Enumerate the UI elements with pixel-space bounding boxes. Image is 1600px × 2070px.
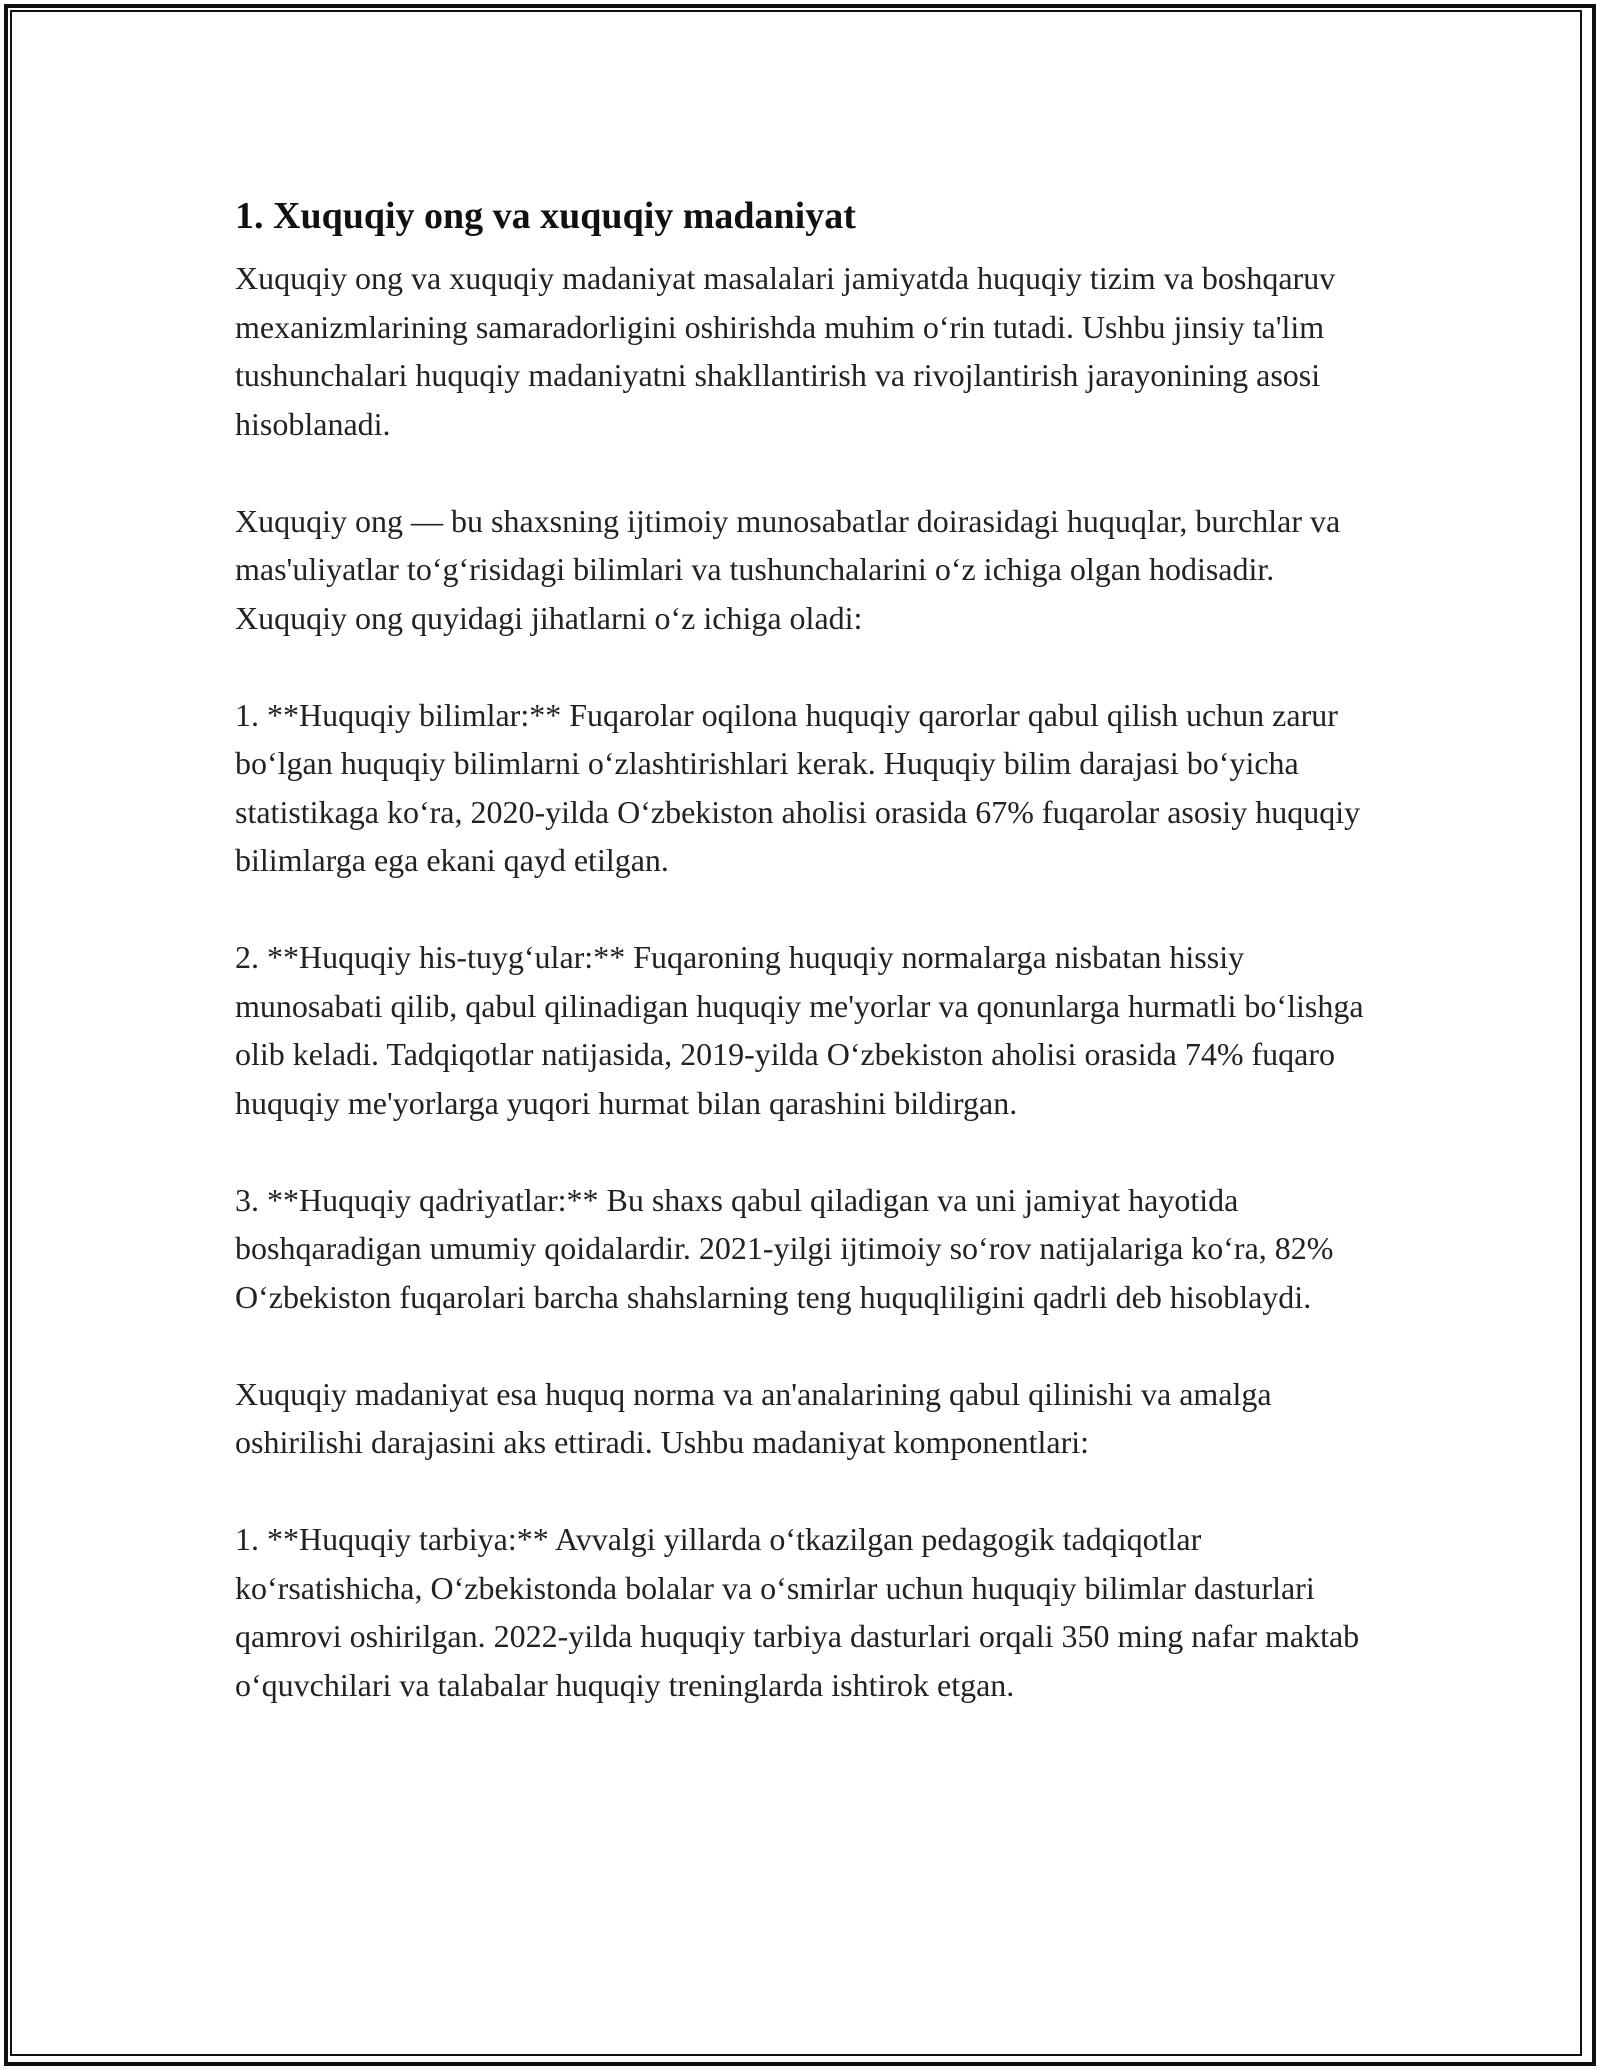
section-heading: 1. Xuquqiy ong va xuquqiy madaniyat xyxy=(235,195,856,237)
list-item-legal-feelings: 2. **Huquqiy his-tuygʻular:** Fuqaroning huquqiy normalarga nisbatan hissiy munosabati qilib, qabul qilinadigan huquqiy me'yorlar va qonunlarga hurmatli boʻlishga olib keladi. Tadqiqotlar natijasida, 2019-yilda Oʻzbekiston aholisi orasida 74% fuqaro huquqiy me'yorlarga yuqori hurmat bilan qarashini bildirgan. xyxy=(235,939,1364,1121)
paragraph-intro: Xuquqiy ong va xuquqiy madaniyat masalalari jamiyatda huquqiy tizim va boshqaruv mexanizmlarining samaradorligini oshirishda muhim oʻrin tutadi. Ushbu jinsiy ta'lim tushunchalari huquqiy madaniyatni shakllantirish va rivojlantirish jarayonining asosi hisoblanadi. xyxy=(235,260,1336,442)
list-item-legal-education: 1. **Huquqiy tarbiya:** Avvalgi yillarda oʻtkazilgan pedagogik tadqiqotlar koʻrsatishicha, Oʻzbekistonda bolalar va oʻsmirlar uchun huquqiy bilimlar dasturlari qamrovi oshirilgan. 2022-yilda huquqiy tarbiya dasturlari orqali 350 ming nafar maktab oʻquvchilari va talabalar huquqiy treninglarda ishtirok etgan. xyxy=(235,1521,1360,1703)
paragraph-legal-culture: Xuquqiy madaniyat esa huquq norma va an'analarining qabul qilinishi va amalga oshirilishi darajasini aks ettiradi. Ushbu madaniyat komponentlari: xyxy=(235,1375,1272,1460)
document-body xyxy=(235,188,1385,1758)
paragraph-legal-consciousness: Xuquqiy ong — bu shaxsning ijtimoiy munosabatlar doirasidagi huquqlar, burchlar va mas'uliyatlar toʻgʻrisidagi bilimlari va tushunchalarini oʻz ichiga olgan hodisadir. Xuquqiy ong quyidagi jihatlarni oʻz ichiga oladi: xyxy=(235,502,1341,636)
list-item-legal-values: 3. **Huquqiy qadriyatlar:** Bu shaxs qabul qiladigan va uni jamiyat hayotida boshqaradigan umumiy qoidalardir. 2021-yilgi ijtimoiy soʻrov natijalariga koʻra, 82% Oʻzbekiston fuqarolari barcha shahslarning teng huquqliligini qadrli deb hisoblaydi. xyxy=(235,1181,1334,1315)
list-item-legal-knowledge: 1. **Huquqiy bilimlar:** Fuqarolar oqilona huquqiy qarorlar qabul qilish uchun zarur boʻlgan huquqiy bilimlarni oʻzlashtirishlari kerak. Huquqiy bilim darajasi boʻyicha statistikaga koʻra, 2020-yilda Oʻzbekiston aholisi orasida 67% fuqarolar asosiy huquqiy bilimlarga ega ekani qayd etilgan. xyxy=(235,696,1361,878)
